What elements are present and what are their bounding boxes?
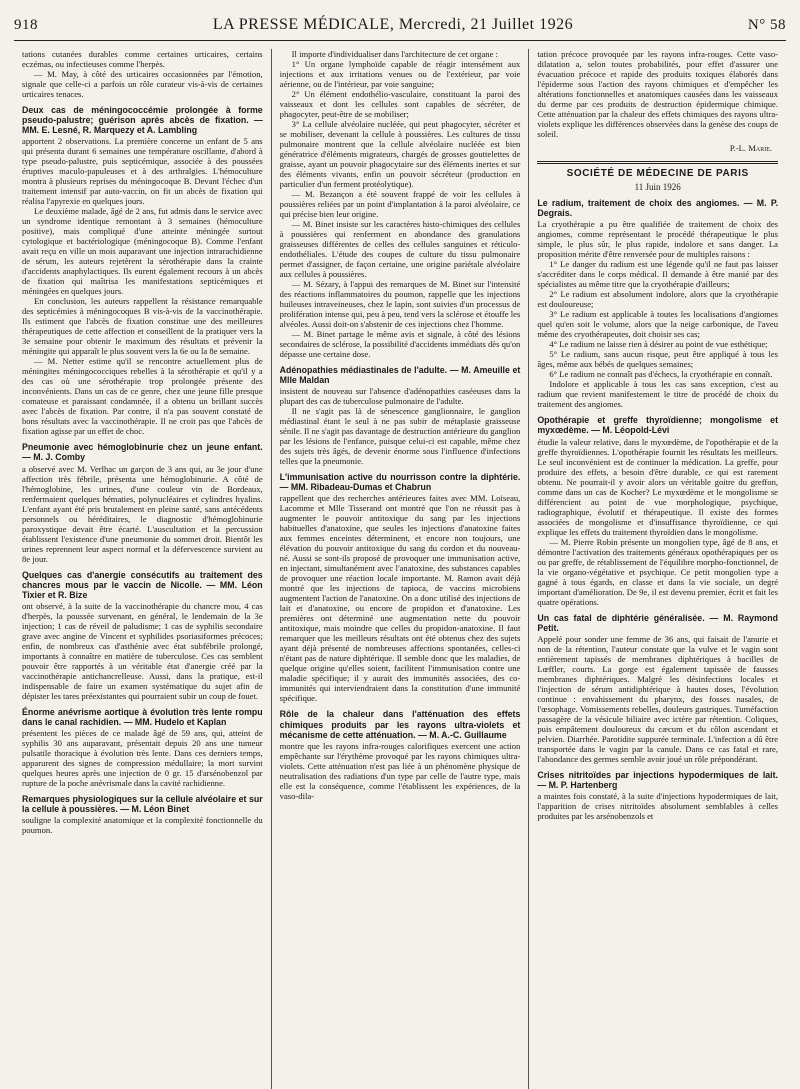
section-heading: Un cas fatal de diphtérie généralisée. — M. Raymond Petit. [537, 612, 779, 633]
paragraph: 2° Le radium est absolument indolore, alors que la cryothérapie est douloureuse; [537, 289, 779, 310]
paragraph: Appelé pour sonder une femme de 36 ans, qui faisait de l'anurie et non de la rétention, l'auteur constate que la vulve et le vagin sont entièrement tapissés de membranes diphtériques à bacilles de Lœffler, courts. La gorge est également tapissée de fausses membranes diphtériques. Malgré les désinfections locales et l'injection de sérum antidiphtérique à hautes doses, l'évolution continue : envahissement du pharynx, des fosses nasales, de l'œsophage. Vomissements rebelles, douleurs gastriques. Tuméfaction passagère de la vésicule biliaire avec ictère par rétention. Coliques, puis empâtement douloureux du cæcum et du côlon ascendant et pelvien. Diarrhée. Parotidite suppurée terminale. L'infection a dû être transportée dans le vagin par la canule. Dans ce cas fatal et rare, l'abondance des germes semble avoir joué un rôle prépondérant. [537, 633, 779, 764]
paragraph: présentent les pièces de ce malade âgé de 59 ans, qui, atteint de syphilis 30 ans auparavant, présentait depuis 20 ans une tumeur pulsatile thoracique à évolution très lente. Dans ces derniers temps, apparurent des signes de compression médullaire; la mort survint quelques heures après une injection de 0 gr. 15 d'arsénobenzol par rupture de la poche anévrismale dans la cavité rachidienne. [22, 728, 263, 789]
paragraph: — M. Pierre Robin présente un mongolien type, âgé de 8 ans, et démontre l'activation des traitements généraux opothérapiques per os ou par greffe, de rétablissement de l'équilibre morpho-fonctionnel, de la vie organo-végétative et psychique. Ce petit mongolien type a gagné à tous égards, en classe et dans la vie sociale, un degré important d'amélioration. De 9e, il est devenu premier, écrit et fait les quatre opérations. [537, 536, 779, 607]
section-heading: Deux cas de méningococcémie prolongée à forme pseudo-palustre; guérison après abcès de fixation. — MM. E. Lesné, R. Marquezy et A. Lambling [22, 105, 263, 136]
section-heading: Adénopathies médiastinales de l'adulte. — M. Ameuille et Mlle Maldan [279, 365, 521, 386]
article-columns [14, 49, 786, 1089]
paragraph: 2° Un élément endothélio-vasculaire, constituant la paroi des vaisseaux et dont les cellules sont capables de sécréter, de phagocyter, peut-être de se mobiliser; [279, 89, 521, 119]
page-header [14, 16, 786, 41]
author-signature: P.-L. Marie. [729, 143, 773, 153]
paragraph: rappellent que des recherches antérieures faites avec MM. Loiseau, Lacomme et Mlle Tisserand ont montré que l'on ne réussit pas à augmenter le pouvoir antitoxique du sang par les injections habituelles d'anatoxine, que seules les injections d'anatoxine faites aux femmes enceintes déterminent, et encore non toujours, une élévation du pouvoir antitoxique du sang du cordon et du nouveau-né. Aussi se sont-ils proposé de provoquer une immunisation active, en injectant, simultanément avec l'anatoxine, des substances capables de provoquer une réaction locale importante. M. Ramon avait déjà montré que les injections de tapioca, de vaccins microbiens augmentent l'action de l'anatoxine. On a donc utilisé des injections de lait et d'anatoxine, ou encore de propidon et d'anatoxine. Les premières ont déterminé une augmentation nette du pouvoir antitoxique, mais moindre que celles du propidon-anatoxine. Il faut remarquer que les meilleurs résultats ont été obtenus chez des sujets ayant déjà présenté de nombreuses affections spontanées, celles-ci n'étant pas de nature diphtérique. Il semble donc que les maladies, de quelque origine qu'elles soient, facilitent l'immunisation contre une maladie spécifique; il y aurait des immunités associées, des co-immunités qui interviendraient dans la constitution d'une immunité spécifique. [279, 493, 521, 704]
publication-title: LA PRESSE MÉDICALE, Mercredi, 21 Juillet 1926 [212, 16, 574, 33]
paragraph: 5° Le radium, sans aucun risque, peut être appliqué à tous les âges, même aux bébés de quelques semaines; [537, 349, 779, 370]
paragraph: 1° Le danger du radium est une légende qu'il ne faut pas laisser s'accréditer dans le corps médical. Il demande à être manié par des spécialistes au même titre que la cryothérapie d'ailleurs; [537, 259, 779, 290]
column-left [14, 49, 271, 1089]
section-heading: L'immunisation active du nourrisson contre la diphtérie. — MM. Ribadeau-Dumas et Chabrun [279, 472, 521, 493]
paragraph: étudie la valeur relative, dans le myxœdème, de l'opothérapie et de la greffe thyroïdiennes. L'opothérapie fournit les résultats les meilleurs. Le seul inconvénient est de continuer la médication. La greffe, pour produire des effets, a besoin d'être durable, ce qui est rarement obtenu. Ne pourrait-il y avoir alors un véritable goitre du greffon, comme dans un cas de Kocher? Le myxœdème et le mongolisme se différencient au point de vue morphologique, psychique, radiographique, évolutif et thérapeutique. Il existe des formes associées de mongolisme et d'insuffisance thyroïdienne, ce qui explique les effets du traitement thyroïdien dans le mongolisme. [537, 436, 779, 537]
paragraph: souligne la complexité anatomique et la complexité fonctionnelle du poumon. [22, 815, 263, 836]
society-title: SOCIÉTÉ DE MÉDECINE DE PARIS [566, 168, 749, 179]
paragraph: a observé avec M. Verlhac un garçon de 3 ans qui, au 3e jour d'une affection très fébrile, présenta une hémoglobinurie. A côté de l'hémoglobine, les urines, d'une couleur vin de Bordeaux, renfermaient quelques hématies, polynucléaires et cylindres hyalins. L'enfant ayant été pris brutalement en pleine santé, sans antécédents personnels ou héréditaires, le diagnostic d'hémoglobinurie paroxystique devait être écarté. L'auscultation et la percussion établissent l'existence d'une pneumonie du sommet droit. Bientôt les urines reprennent leur aspect normal et la défervescence survient au 8e jour. [22, 463, 263, 564]
paragraph: 3° Le radium est applicable à toutes les localisations d'angiomes quel qu'en soit le volume, alors que la neige carbonique, de l'aveu même des cryothérapeutes, doit choisir ses cas; [537, 309, 779, 340]
paragraph: Indolore et applicable à tous les cas sans exception, c'est au radium que revient manifestement le titre de procédé de choix du traitement des angiomes. [537, 379, 779, 410]
page-number: 918 [14, 17, 38, 33]
paragraph: tations cutanées durables comme certaines urticaires, certains eczémas, ou infectieuses comme l'herpès. [22, 49, 263, 69]
paragraph: — M. Netter estime qu'il se rencontre actuellement plus de méningites méningococciques rebelles à la sérothérapie et qu'il y a des cas où une sérothérapie trop prolongée présente des inconvénients. Dans un cas de ce genre, chez une jeune fille presque comateuse et paraissant condamnée, il a obtenu un brillant succès avec l'abcès de fixation. Par contre, il n'a pas souvent constaté de bons résultats avec la vaccinothérapie. Il ne croit pas que l'abcès de fixation agisse par un effet de choc. [22, 356, 263, 437]
paragraph: Le deuxième malade, âgé de 2 ans, fut admis dans le service avec un syndrome identique remontant à 3 semaines (hémoculture positive), mais compliqué d'une atteinte méningée surtout cytologique et bactériologique (méningocoque B). Comme l'enfant avait reçu en ville un mois auparavant une injection intrarachidienne de sérum, les auteurs rejetèrent la sérothérapie dans la crainte d'accidents anaphylactiques. Ils eurent également recours à un abcès de fixation qui maîtrisa les manifestations septicémiques et méningées en quelques jours. [22, 206, 263, 297]
section-heading: Le radium, traitement de choix des angiomes. — M. P. Degrais. [537, 198, 779, 219]
section-heading: Quelques cas d'anergie consécutifs au traitement des chancres mous par le vaccin de Nicolle. — MM. Léon Tixier et R. Bize [22, 569, 263, 600]
section-heading: Crises nitritoïdes par injections hypodermiques de lait. — M. P. Hartenberg [537, 769, 779, 790]
paragraph: a maintes fois constaté, à la suite d'injections hypodermiques de lait, l'apparition de crises nitritoïdes absolument semblables à celles produites par les arsénobenzols et [537, 791, 779, 821]
paragraph: apportent 2 observations. La première concerne un enfant de 5 ans qui présenta durant 6 semaines une température oscillante, d'abord à type pseudo-palustre, puis septicémique, associée à des poussées éruptives maculo-papuleuses et à des arthralgies. L'hémoculture montra à plusieurs reprises du méningocoque B. Devant l'échec d'un traitement intensif par auto-vaccin, on fit un abcès de fixation qui réalisa l'apyrexie en quelques jours. [22, 136, 263, 207]
paragraph: — M. Sézary, à l'appui des remarques de M. Binet sur l'intensité des réactions inflammatoires du poumon, rappelle que les injections huileuses intraveineuses, chez le lapin, sont suivies d'un processus de prolifération intense qui, peu à peu, tend vers la sclérose et étouffe les alvéoles. Aussi doit-on s'abstenir de ces injections chez l'homme. [279, 279, 521, 329]
paragraph: — M. May, à côté des urticaires occasionnées par l'émotion, signale que celle-ci a parfois un rôle curateur vis-à-vis de certaines urticaires tenaces. [22, 69, 263, 99]
section-heading: Rôle de la chaleur dans l'atténuation des effets chimiques produits par les rayons ultra-violets et mécanisme de cette atténuation. — M. A.-C. Guillaume [279, 709, 521, 740]
column-middle [271, 49, 529, 1089]
section-divider [537, 161, 778, 164]
paragraph: Il importe d'individualiser dans l'architecture de cet organe : [291, 49, 498, 59]
paragraph: — M. Bezançon a été souvent frappé de voir les cellules à poussières reliées par un point d'implantation à la paroi alvéolaire, ce qui précise bien leur origine. [279, 189, 521, 219]
section-heading: Remarques physiologiques sur la cellule alvéolaire et sur la cellule à poussières. — M. Léon Binet [22, 794, 263, 815]
section-heading: Pneumonie avec hémoglobinurie chez un jeune enfant. — M. J. Comby [22, 442, 263, 463]
section-heading: Énorme anévrisme aortique à évolution très lente rompu dans le canal rachidien. — MM. Hudelo et Kaplan [22, 706, 263, 727]
paragraph: insistent de nouveau sur l'absence d'adénopathies caséeuses dans la plupart des cas de tuberculose pulmonaire de l'adulte. [279, 386, 521, 407]
paragraph: — M. Binet insiste sur les caractères histo-chimiques des cellules à poussières qui renferment en abondance des granulations graisseuses différentes de celles des cellules sanguines et réticulo-endothéliales. L'étude des coupes de culture du tissu pulmonaire permet d'assigner, de façon certaine, une origine pariétale alvéolaire aux cellules à poussières. [279, 219, 521, 279]
paragraph: 1° Un organe lymphoïde capable de réagir intensément aux injections et aux irritations venues ou de l'extérieur, par voie aérienne, ou de l'intérieur, par voie sanguine; [279, 59, 521, 89]
issue-number: N° 58 [747, 17, 786, 33]
paragraph: Il ne s'agit pas là de sénescence ganglionnaire, le ganglion médiastinal étant le seul à ne pas subir de métaplasie graisseuse sénile. Il ne s'agit pas davantage de destruction antérieure du ganglion par les lésions de l'enfance, puisque celui-ci est capable, même chez des sujets très âgés, de devenir énorme sous l'influence d'infections telles que la pneumonie. [279, 406, 521, 467]
paragraph: 4° Le radium ne laisse rien à désirer au point de vue esthétique; [549, 339, 768, 350]
paragraph: En conclusion, les auteurs rappellent la résistance remarquable des septicémies à méningocoques B vis-à-vis de la vaccinothérapie. Ils estiment que l'abcès de fixation constitue une des meilleures thérapeutiques de cette affection et conseillent de la pratiquer vers la 3e semaine pour obtenir le maximum des résultats et prévenir la méningite qui apparaît le plus souvent vers la 6e ou la 8e semaine. [22, 296, 263, 357]
paragraph: La cryothérapie a pu être qualifiée de traitement de choix des angiomes, comme représentant le procédé thérapeutique le plus simple, le plus sûr, le plus rapide, indolore et sans danger. La proposition mérite d'être renversée pour de multiples raisons : [537, 219, 779, 260]
paragraph: 3° La cellule alvéolaire nucléée, qui peut phagocyter, sécréter et se mobiliser, devenant la cellule à poussières. Les cultures de tissu pulmonaire montrent que la cellule alvéolaire nucléée est bien génératrice d'éléments migrateurs, chargés de grosses gouttelettes de graisse, ayant un pouvoir phagocytaire sur des éléments inertes et sur des éléments vivants, enfin un pouvoir sécréteur (production en particulier d'un ferment protéolytique). [279, 119, 521, 189]
paragraph: — M. Binet partage le même avis et signale, à côté des lésions secondaires de sclérose, la possibilité d'accidents immédiats dès qu'on dépasse une certaine dose. [279, 329, 521, 359]
paragraph: ont observé, à la suite de la vaccinothérapie du chancre mou, 4 cas d'herpès, la poussée survenant, en général, le lendemain de la 3e injection; 1 cas de réveil de paludisme; 1 cas de syphilis secondaire grave avec angine de Vincent et syphilides psoriasiformes précoces; enfin, de nombreux cas d'asthénie avec état subfébrile prolongé, importants à connaître en matière de tuberculose. Ces cas semblent pouvoir être rapportés à un véritable état d'anergie créé par la vaccinothérapie antichancrelleuse. Aussi, dans la pratique, est-il indispensable de faire un examen systématique du sujet afin de dépister les tares préexistantes qui pourraient subir un coup de fouet. [22, 600, 263, 701]
society-date: 11 Juin 1926 [634, 181, 681, 192]
section-heading: Opothérapie et greffe thyroïdienne; mongolisme et myxœdème. — M. Léopold-Lévi [537, 415, 779, 436]
paragraph: 6° Le radium ne connaît pas d'échecs, la cryothérapie en connaît. [549, 369, 773, 380]
paragraph: tation précoce provoquée par les rayons infra-rouges. Cette vaso-dilatation a, selon toutes probabilités, pour effet d'assurer une évacuation précoce et rapide des produits toxiques élaborés dans l'épiderme sous l'action des rayons chimiques et d'empêcher les altérations fonctionnelles et anatomiques causées dans les vaisseaux du derme par ces produits de destruction épidermique chimique. Cette atténuation par la chaleur des effets chimiques des rayons ultra-violets explique les différences observées dans la genèse des coups de soleil. [537, 49, 779, 139]
paragraph: montre que les rayons infra-rouges calorifiques exercent une action empêchante sur l'érythème provoqué par les rayons chimiques ultra-violets. Cette atténuation n'est pas liée à un phénomène physique de neutralisation des radiations d'un type par celle de l'autre type, mais elle est la conséquence, comme l'établissent les expériences, de la vaso-dila- [279, 740, 521, 801]
column-right [528, 49, 786, 1089]
